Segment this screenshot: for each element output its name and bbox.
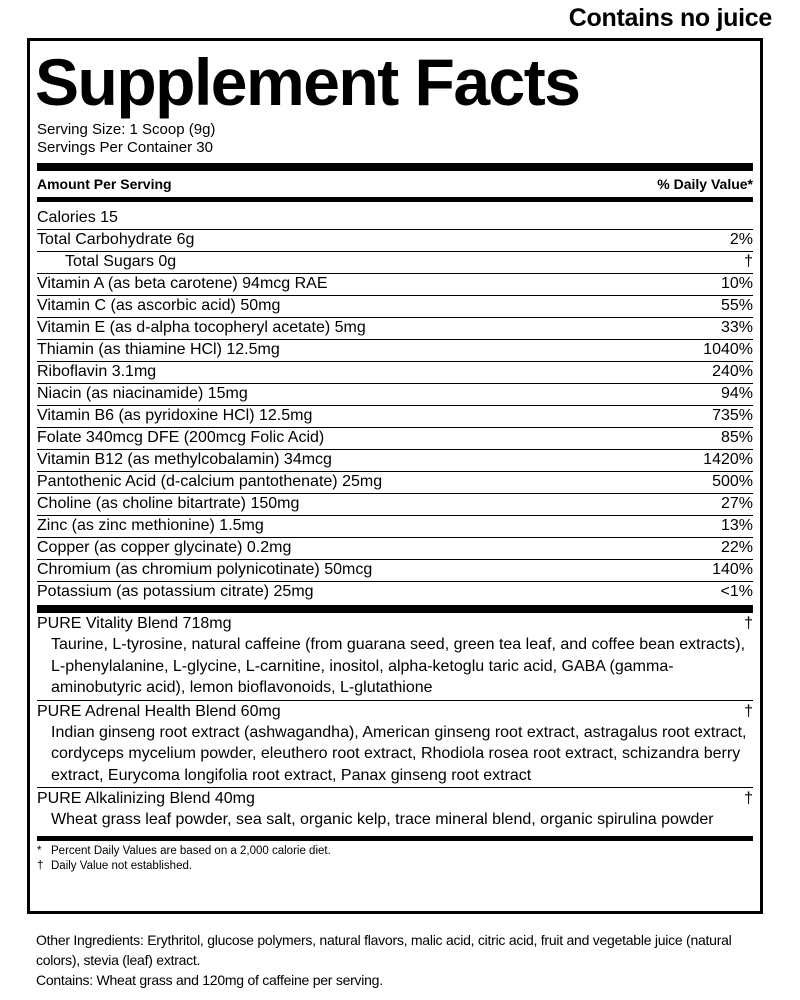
nutrient-daily-value: 94% xyxy=(720,385,753,402)
other-ingredients: Other Ingredients: Erythritol, glucose polymers, natural flavors, malic acid, citric acid, fruit and vegetable juice (natural colors), stevia (leaf) extract. xyxy=(36,932,732,968)
nutrient-name: Total Sugars 0g xyxy=(65,253,177,270)
nutrient-daily-value: 140% xyxy=(712,561,753,578)
nutrient-name: Niacin (as niacinamide) 15mg xyxy=(37,385,248,402)
footnote xyxy=(37,844,753,859)
nutrient-row xyxy=(37,538,753,560)
nutrient-row xyxy=(37,472,753,494)
nutrient-name: Zinc (as zinc methionine) 1.5mg xyxy=(37,517,264,534)
panel-title: Supplement Facts xyxy=(35,45,580,119)
header-divider xyxy=(37,197,753,202)
daily-value-label: % Daily Value* xyxy=(657,176,753,192)
serving-size: Serving Size: 1 Scoop (9g) xyxy=(37,121,216,138)
nutrient-daily-value: 735% xyxy=(712,407,753,424)
nutrient-name: Riboflavin 3.1mg xyxy=(37,363,157,380)
nutrient-daily-value: 1040% xyxy=(703,341,753,358)
blend-name: PURE Adrenal Health Blend 60mg xyxy=(37,702,281,720)
nutrient-daily-value: 33% xyxy=(720,319,753,336)
nutrient-row xyxy=(37,450,753,472)
footnote-text: Daily Value not established. xyxy=(51,859,193,872)
blend-list xyxy=(37,613,753,832)
nutrient-daily-value: 55% xyxy=(720,297,753,314)
nutrient-name: Vitamin B12 (as methylcobalamin) 34mcg xyxy=(37,451,332,468)
nutrient-daily-value: 27% xyxy=(720,495,753,512)
nutrient-name: Vitamin B6 (as pyridoxine HCl) 12.5mg xyxy=(37,407,313,424)
blend-block xyxy=(37,788,753,832)
footnote-text: Percent Daily Values are based on a 2,000 calorie diet. xyxy=(51,844,331,857)
nutrient-name: Chromium (as chromium polynicotinate) 50mcg xyxy=(37,561,373,578)
nutrient-list xyxy=(37,208,753,603)
blend-name: PURE Vitality Blend 718mg xyxy=(37,615,232,632)
blend-ingredients: Indian ginseng root extract (ashwagandha), American ginseng root extract, astragalus root extract, cordyceps mycelium powder, eleuthero root extract, Rhodiola rosea root extract, schizandra berry extract, Eurycoma longifolia root extract, Panax ginseng root extract xyxy=(51,723,747,784)
blend-daily-value: † xyxy=(744,702,753,720)
nutrient-row xyxy=(37,582,753,603)
blend-ingredients: Taurine, L-tyrosine, natural caffeine (from guarana seed, green tea leaf, and coffee bean extracts), L-phenylalanine, L-glycine, L-carnitine, inositol, alpha-ketoglu taric acid, GABA (gamma-aminobutyric acid), lemon bioflavonoids, L-glutathione xyxy=(51,636,746,696)
serving-info xyxy=(37,121,753,157)
nutrient-name: Vitamin C (as ascorbic acid) 50mg xyxy=(37,297,281,314)
blend-divider xyxy=(37,605,753,613)
nutrient-name: Potassium (as potassium citrate) 25mg xyxy=(37,583,314,600)
other-ingredients-section xyxy=(36,930,756,990)
nutrient-row xyxy=(37,362,753,384)
blend-ingredients: Wheat grass leaf powder, sea salt, organic kelp, trace mineral blend, organic spirulina powder xyxy=(51,811,714,828)
nutrient-name: Vitamin E (as d-alpha tocopheryl acetate) 5mg xyxy=(37,319,366,336)
thick-divider xyxy=(37,163,753,171)
footnotes xyxy=(37,844,753,874)
nutrient-name: Vitamin A (as beta carotene) 94mcg RAE xyxy=(37,275,328,292)
nutrient-row xyxy=(37,252,753,274)
blend-block xyxy=(37,701,753,789)
nutrient-row xyxy=(37,494,753,516)
nutrient-daily-value: 10% xyxy=(720,275,753,292)
column-header xyxy=(37,171,753,197)
nutrient-name: Folate 340mcg DFE (200mcg Folic Acid) xyxy=(37,429,325,446)
nutrient-name: Total Carbohydrate 6g xyxy=(37,231,195,248)
blend-header xyxy=(37,613,753,634)
nutrient-name: Choline (as choline bitartrate) 150mg xyxy=(37,495,300,512)
nutrient-row xyxy=(37,208,753,230)
nutrient-row xyxy=(37,384,753,406)
nutrient-daily-value: 2% xyxy=(729,231,753,248)
nutrient-row xyxy=(37,230,753,252)
blend-header xyxy=(37,701,753,722)
nutrient-name: Calories 15 xyxy=(37,209,118,226)
nutrient-daily-value: <1% xyxy=(720,583,753,600)
nutrient-row xyxy=(37,406,753,428)
nutrient-row xyxy=(37,428,753,450)
blend-name: PURE Alkalinizing Blend 40mg xyxy=(37,790,255,807)
nutrient-row xyxy=(37,516,753,538)
blend-daily-value: † xyxy=(744,790,753,807)
nutrient-name: Pantothenic Acid (d-calcium pantothenate) 25mg xyxy=(37,473,383,490)
contains-no-juice-note: Contains no juice xyxy=(568,4,772,32)
nutrient-row xyxy=(37,274,753,296)
contains-statement: Contains: Wheat grass and 120mg of caffeine per serving. xyxy=(36,972,383,988)
nutrient-daily-value: 13% xyxy=(720,517,753,534)
nutrient-row xyxy=(37,340,753,362)
amount-per-serving-label: Amount Per Serving xyxy=(37,176,172,192)
footnote-symbol: * xyxy=(37,844,42,857)
nutrient-row xyxy=(37,296,753,318)
nutrient-daily-value: † xyxy=(744,253,753,270)
nutrient-daily-value: 1420% xyxy=(703,451,753,468)
footnote xyxy=(37,859,753,874)
footnote-divider xyxy=(37,836,753,841)
footnote-symbol: † xyxy=(37,859,44,872)
nutrient-name: Thiamin (as thiamine HCl) 12.5mg xyxy=(37,341,280,358)
nutrient-daily-value: 85% xyxy=(720,429,753,446)
nutrient-row xyxy=(37,560,753,582)
servings-per-container: Servings Per Container 30 xyxy=(37,139,213,156)
nutrient-daily-value: 500% xyxy=(712,473,753,490)
blend-block xyxy=(37,613,753,701)
blend-header xyxy=(37,788,753,809)
nutrient-daily-value: 22% xyxy=(720,539,753,556)
blend-daily-value: † xyxy=(744,615,753,632)
nutrient-name: Copper (as copper glycinate) 0.2mg xyxy=(37,539,292,556)
supplement-facts-panel xyxy=(27,38,763,914)
nutrient-daily-value: 240% xyxy=(712,363,753,380)
nutrient-row xyxy=(37,318,753,340)
